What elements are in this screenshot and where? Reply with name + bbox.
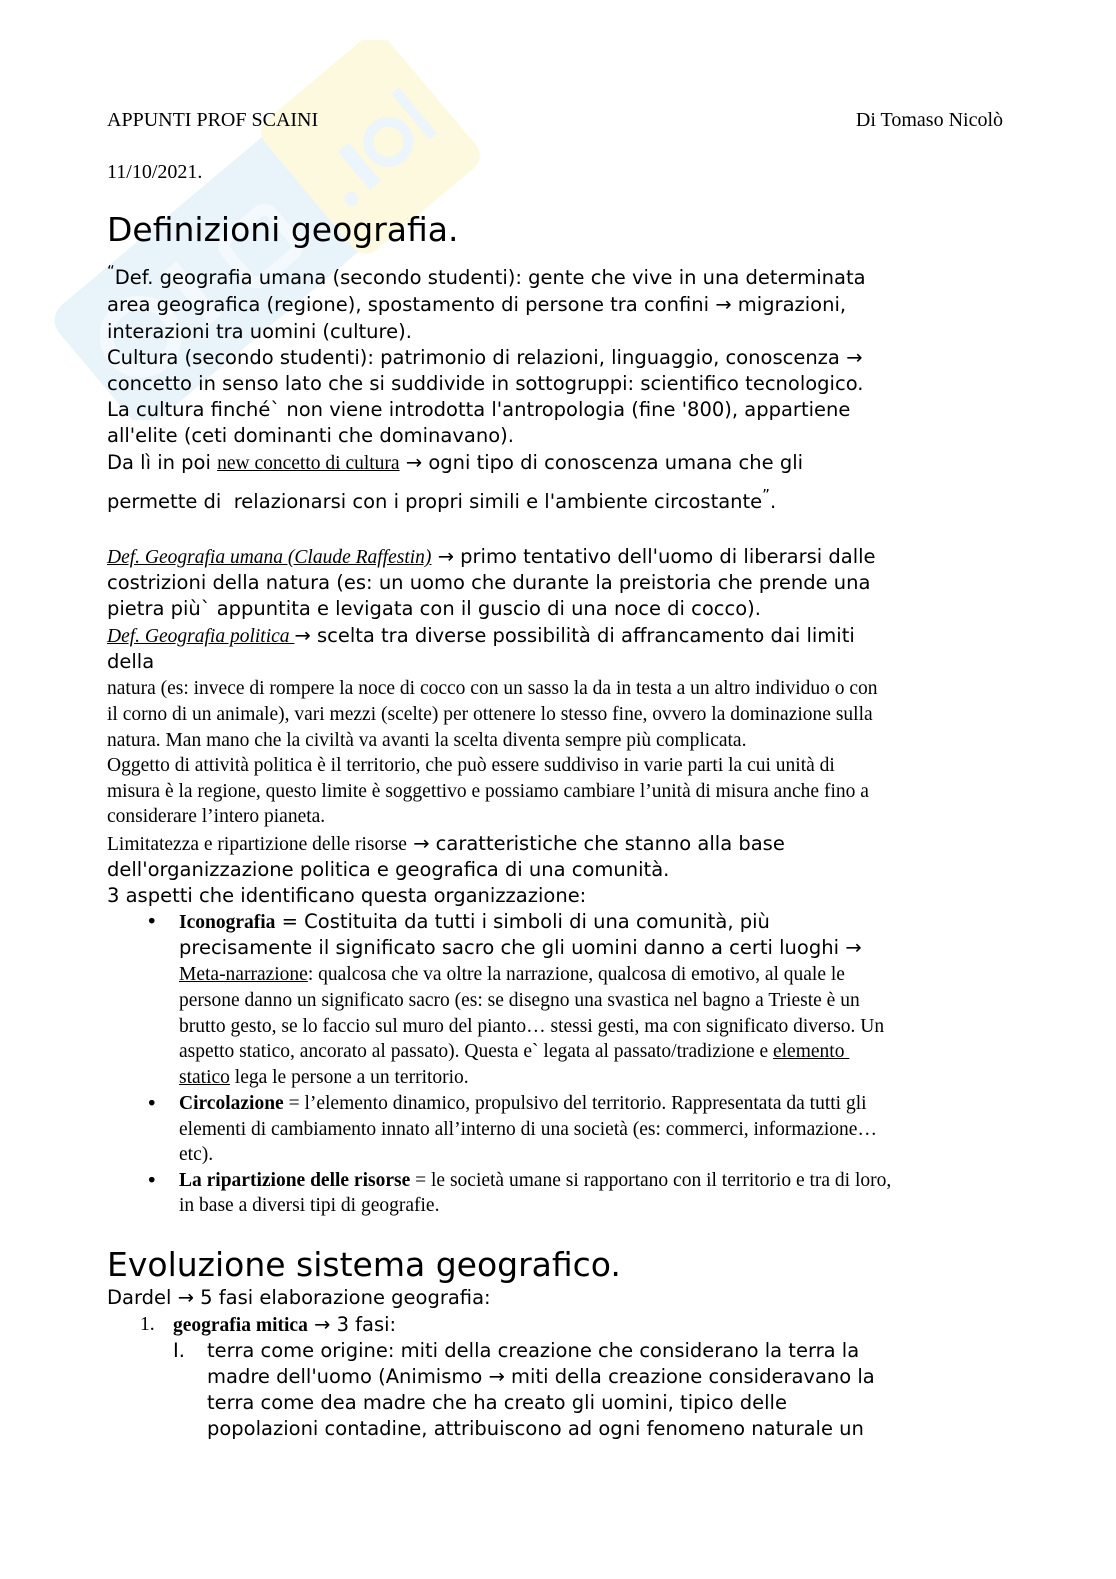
underlined-term: statico	[179, 1067, 230, 1088]
text-line	[107, 486, 777, 514]
text-line	[107, 372, 863, 396]
bullet-icon: •	[146, 1169, 158, 1192]
text-segment: Def. geografia umana (secondo studenti): gente che vive in una determinata	[114, 266, 866, 289]
text-segment: interazioni tra uomini (culture).	[107, 320, 412, 343]
text-segment: = l’elemento dinamico, propulsivo del territorio. Rappresentata da tutti gli	[283, 1093, 867, 1114]
text-line	[107, 451, 803, 475]
text-segment: Definizioni geografia.	[107, 210, 459, 249]
header-title: APPUNTI PROF SCAINI	[107, 109, 319, 131]
text-segment: Evoluzione sistema geografico.	[107, 1245, 621, 1284]
text-line	[107, 398, 850, 422]
text-line	[107, 320, 412, 344]
text-segment: dell'organizzazione politica e geografica di una comunità.	[107, 858, 670, 881]
text-line	[179, 1015, 884, 1039]
bullet-icon: •	[146, 910, 158, 933]
text-line	[107, 262, 866, 290]
text-segment: elementi di cambiamento innato all’interno di una società (es: commerci, informazione…	[179, 1119, 877, 1140]
text-line	[179, 1143, 213, 1167]
text-line	[207, 1417, 864, 1441]
text-segment: Oggetto di attività politica è il territorio, che può essere suddiviso in varie parti la cui unità di	[107, 755, 835, 776]
text-segment: Dardel → 5 fasi elaborazione geografia:	[107, 1286, 491, 1309]
text-segment: brutto gesto, se lo faccio sul muro del pianto… stessi gesti, ma con significato diverso. Un	[179, 1016, 885, 1037]
text-segment: costrizioni della natura (es: un uomo che durante la preistoria che prende una	[107, 571, 871, 594]
text-segment: terra come origine: miti della creazione che considerano la terra la	[207, 1339, 860, 1362]
text-line	[107, 545, 876, 569]
text-segment: Limitatezza e ripartizione delle risorse	[107, 834, 407, 855]
text-line	[179, 1118, 877, 1142]
quote-mark: ”	[762, 486, 770, 504]
section-heading	[107, 210, 459, 250]
text-segment: misura è la regione, questo limite è soggettivo e possiamo cambiare l’unità di misura anche fino a	[107, 781, 869, 802]
text-line	[107, 571, 870, 595]
text-segment: all'elite (ceti dominanti che dominavano).	[107, 424, 514, 447]
text-segment: → ogni tipo di conoscenza umana che gli	[399, 451, 804, 474]
bold-term: Circolazione	[179, 1093, 284, 1114]
text-segment: → 3 fasi:	[307, 1313, 397, 1336]
text-line	[107, 424, 514, 448]
text-segment: della	[107, 650, 155, 673]
text-line	[207, 1365, 875, 1389]
date: 11/10/2021.	[107, 161, 203, 183]
text-line	[107, 832, 785, 856]
text-segment: La cultura finché` non viene introdotta l'antropologia (fine '800), appartiene	[107, 398, 851, 421]
bold-term: La ripartizione delle risorse	[179, 1170, 411, 1191]
text-line	[107, 597, 761, 621]
text-segment: natura (es: invece di rompere la noce di cocco con un sasso la da in testa a un altro individuo o con	[107, 678, 878, 699]
text-line	[179, 963, 845, 987]
text-line	[173, 1313, 396, 1337]
text-segment: il corno di un animale), vari mezzi (scelte) per ottenere lo stesso fine, ovvero la dominazione sulla	[107, 704, 873, 725]
text-line	[107, 677, 878, 701]
list-number: 1.	[140, 1314, 155, 1335]
text-line	[107, 884, 586, 908]
text-segment: popolazioni contadine, attribuiscono ad ogni fenomeno naturale un	[207, 1417, 864, 1440]
text-segment: aspetto statico, ancorato al passato). Questa e` legata al passato/tradizione e	[179, 1041, 773, 1062]
text-line	[179, 1169, 891, 1193]
text-segment: → caratteristiche che stanno alla base	[406, 832, 785, 855]
text-segment: etc).	[179, 1144, 214, 1165]
quote-mark: “	[107, 262, 115, 280]
text-line	[107, 858, 669, 882]
text-line	[107, 780, 869, 804]
text-segment: considerare l’intero pianeta.	[107, 806, 326, 827]
text-segment: area geografica (regione), spostamento di persone tra confini → migrazioni,	[107, 293, 847, 316]
underlined-term: Meta-narrazione	[179, 964, 308, 985]
text-segment: precisamente il significato sacro che gli uomini danno a certi luoghi →	[179, 936, 862, 959]
text-segment: = Costituita da tutti i simboli di una comunità, più	[275, 910, 770, 933]
text-line	[179, 1040, 849, 1064]
bold-term: Iconografia	[179, 912, 276, 933]
text-line	[179, 989, 860, 1013]
text-line	[179, 1092, 867, 1116]
text-line	[179, 910, 770, 934]
text-segment: terra come dea madre che ha creato gli uomini, tipico delle	[207, 1391, 787, 1414]
text-segment: .	[769, 490, 777, 513]
text-line	[207, 1391, 787, 1415]
text-segment: = le società umane si rapportano con il territorio e tra di loro,	[410, 1170, 892, 1191]
text-line	[207, 1339, 859, 1363]
text-segment: in base a diversi tipi di geografie.	[179, 1195, 440, 1216]
section-heading	[107, 1245, 621, 1285]
text-line	[179, 936, 862, 960]
text-line	[107, 805, 325, 829]
text-segment: → primo tentativo dell'uomo di liberarsi dalle	[431, 545, 876, 568]
bullet-icon: •	[146, 1092, 158, 1115]
text-segment: permette di relazionarsi con i propri simili e l'ambiente circostante	[107, 490, 763, 513]
text-line	[107, 624, 855, 648]
text-line	[107, 729, 746, 753]
text-segment: concetto in senso lato che si suddivide in sottogruppi: scientifico tecnologico.	[107, 372, 864, 395]
text-line	[179, 1066, 469, 1090]
underlined-term: Def. Geografia politica	[107, 626, 295, 647]
bold-term: geografia mitica	[173, 1315, 308, 1336]
list-number: I.	[173, 1339, 185, 1362]
text-segment: 3 aspetti che identificano questa organizzazione:	[107, 884, 587, 907]
text-line	[179, 1194, 439, 1218]
text-line	[107, 703, 873, 727]
text-segment: madre dell'uomo (Animismo → miti della creazione consideravano la	[207, 1365, 875, 1388]
text-segment: Da lì in poi	[107, 451, 218, 474]
text-line	[107, 650, 154, 674]
text-line	[107, 1286, 491, 1310]
header-author: Di Tomaso Nicolò	[855, 109, 1003, 131]
text-segment: lega le persone a un territorio.	[229, 1067, 469, 1088]
text-segment: Cultura (secondo studenti): patrimonio di relazioni, linguaggio, conoscenza →	[107, 346, 863, 369]
text-line	[107, 754, 835, 778]
text-segment: : qualcosa che va oltre la narrazione, qualcosa di emotivo, al quale le	[307, 964, 845, 985]
text-line	[107, 293, 846, 317]
text-segment: → scelta tra diverse possibilità di affrancamento dai limiti	[294, 624, 855, 647]
underlined-term: elemento	[772, 1041, 850, 1062]
underlined-term: Def. Geografia umana (Claude Raffestin)	[107, 547, 432, 568]
text-segment: pietra più` appuntita e levigata con il guscio di una noce di cocco).	[107, 597, 761, 620]
text-line	[107, 346, 862, 370]
text-segment: natura. Man mano che la civiltà va avanti la scelta diventa sempre più complicata.	[107, 730, 747, 751]
underlined-term: new concetto di cultura	[217, 453, 400, 474]
text-segment: persone danno un significato sacro (es: se disegno una svastica nel bagno a Trieste è un	[179, 990, 860, 1011]
